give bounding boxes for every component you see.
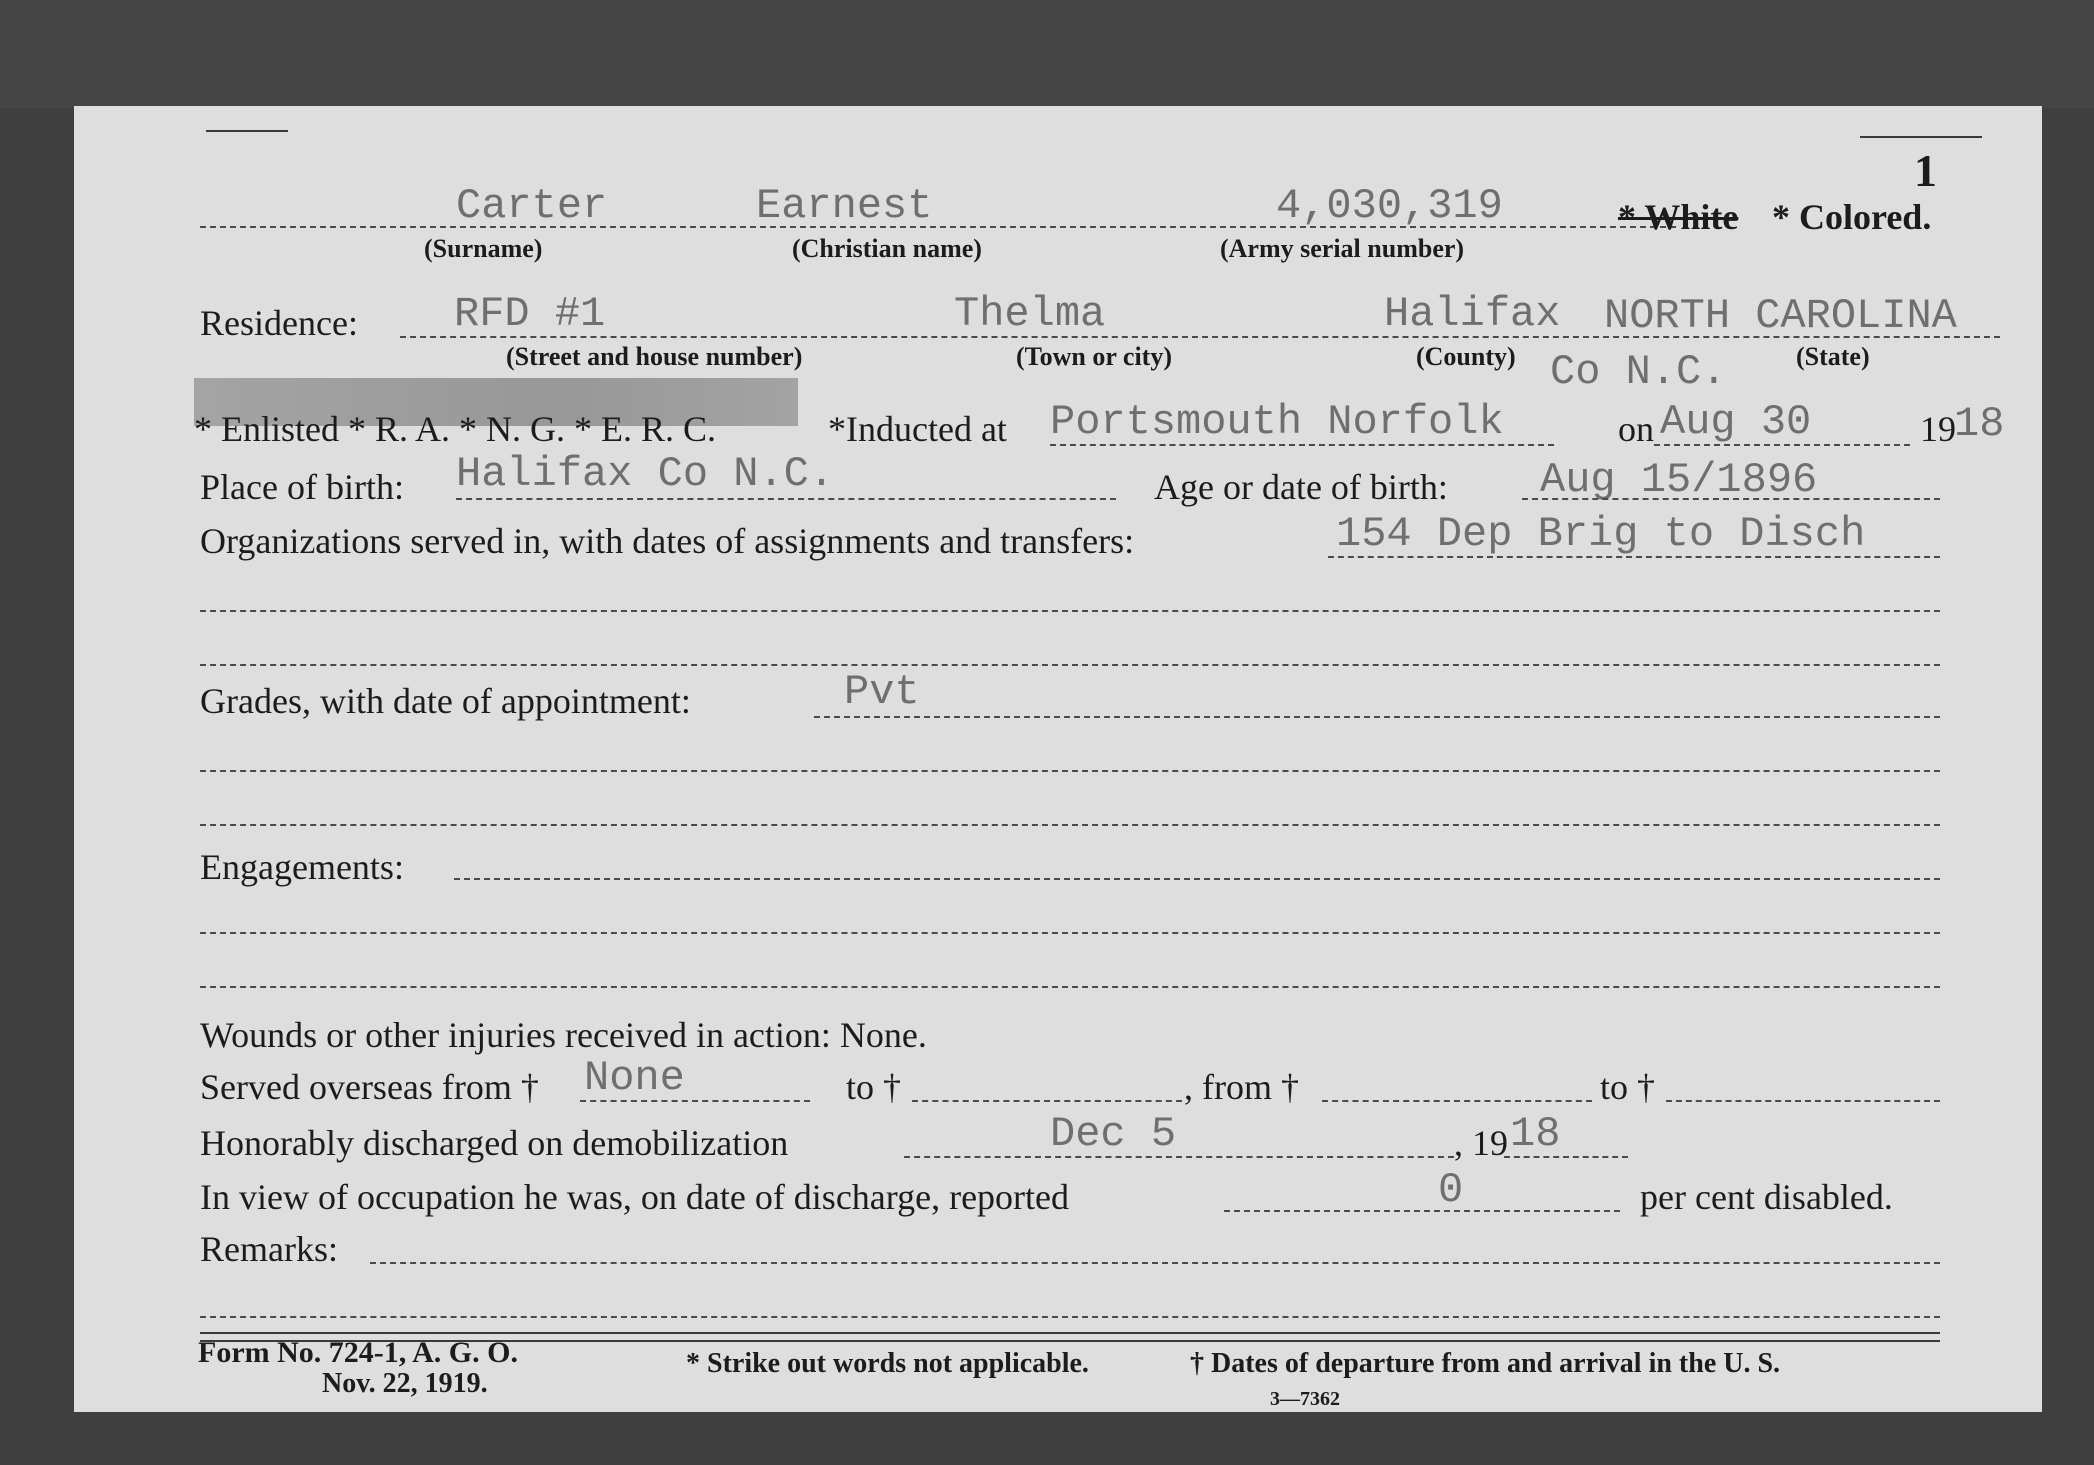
race-white: * White <box>1618 197 1739 237</box>
page-number: 1 <box>1914 145 1937 196</box>
place-of-birth-value: Halifax Co N.C. <box>456 450 835 498</box>
race-colored: * Colored. <box>1772 197 1932 237</box>
occupation-label: In view of occupation he was, on date of discharge, reported <box>200 1177 1070 1217</box>
inducted-at-value: Portsmouth Norfolk <box>1050 398 1504 446</box>
overseas-from2-label: , from † <box>1184 1067 1299 1107</box>
serial-number-value: 4,030,319 <box>1276 182 1503 230</box>
organizations-line-3 <box>200 664 1940 666</box>
street-value: RFD #1 <box>454 290 606 338</box>
state-value: NORTH CAROLINA <box>1604 292 1957 340</box>
engagements-line-3 <box>200 986 1940 988</box>
discharge-year-value: 18 <box>1510 1110 1561 1158</box>
engagements-line-2 <box>200 932 1940 934</box>
engagements-line-1 <box>454 878 1940 880</box>
age-label: Age or date of birth: <box>1154 467 1448 507</box>
overseas-from2-line <box>1322 1100 1592 1102</box>
place-of-birth-label: Place of birth: <box>200 467 404 507</box>
grades-label: Grades, with date of appointment: <box>200 681 691 721</box>
residence-line <box>400 336 2000 338</box>
street-caption: (Street and house number) <box>506 342 803 371</box>
inducted-at-label: *Inducted at <box>828 409 1007 449</box>
organizations-value: 154 Dep Brig to Disch <box>1336 510 1866 558</box>
year-prefix: 19 <box>1920 409 1956 449</box>
surname-value: Carter <box>456 182 608 230</box>
discharge-date-value: Dec 5 <box>1050 1110 1177 1158</box>
remarks-line-2 <box>200 1316 1940 1318</box>
overseas-from-value: None <box>584 1054 685 1102</box>
overseas-to-label: to † <box>846 1067 902 1107</box>
overseas-from-line <box>580 1100 810 1102</box>
inducted-date-line <box>1654 444 1910 446</box>
christian-name-value: Earnest <box>756 182 933 230</box>
discharge-year-prefix: , 19 <box>1454 1123 1508 1163</box>
remarks-label: Remarks: <box>200 1229 338 1269</box>
town-caption: (Town or city) <box>1016 342 1172 371</box>
town-value: Thelma <box>954 290 1106 338</box>
form-date: Nov. 22, 1919. <box>322 1368 488 1399</box>
county-caption: (County) <box>1416 342 1516 371</box>
wounds-label: Wounds or other injuries received in action: None. <box>200 1015 927 1055</box>
organizations-line-1 <box>1328 556 1940 558</box>
corner-mark <box>206 130 288 132</box>
disabled-percent-line <box>1224 1210 1620 1212</box>
enlisted-label: * Enlisted * R. A. * N. G. * E. R. C. <box>194 409 717 449</box>
disabled-percent-value: 0 <box>1438 1166 1464 1214</box>
inducted-year-value: 18 <box>1954 400 2005 448</box>
discharge-date-line <box>904 1156 1454 1158</box>
scanner-background <box>0 0 2094 108</box>
discharge-year-line <box>1504 1156 1628 1158</box>
grade-value: Pvt <box>844 668 920 716</box>
dates-note: † Dates of departure from and arrival in the U. S. <box>1190 1348 1781 1379</box>
serial-caption: (Army serial number) <box>1220 234 1465 263</box>
form-number: Form No. 724-1, A. G. O. <box>198 1336 518 1369</box>
strike-note: * Strike out words not applicable. <box>686 1348 1089 1379</box>
grades-line-3 <box>200 824 1940 826</box>
place-of-birth-line <box>456 498 1116 500</box>
organizations-label: Organizations served in, with dates of assignments and transfers: <box>200 521 1135 561</box>
state-caption: (State) <box>1796 342 1870 371</box>
county-value: Halifax <box>1384 290 1561 338</box>
overseas-label: Served overseas from † <box>200 1067 539 1107</box>
inducted-date-value: Aug 30 <box>1660 398 1812 446</box>
residence-label: Residence: <box>200 303 358 343</box>
discharged-label: Honorably discharged on demobilization <box>200 1123 789 1163</box>
remarks-line-1 <box>370 1262 1940 1264</box>
inducted-at-line <box>1050 444 1554 446</box>
surname-caption: (Surname) <box>424 234 543 263</box>
engagements-label: Engagements: <box>200 847 404 887</box>
christian-name-caption: (Christian name) <box>792 234 982 263</box>
age-line <box>1522 498 1940 500</box>
print-code: 3—7362 <box>1270 1388 1340 1410</box>
corner-mark <box>1860 136 1982 138</box>
overseas-to-line <box>912 1100 1182 1102</box>
service-record-card <box>74 106 2042 1412</box>
overseas-to2-line <box>1666 1100 1940 1102</box>
grades-line-1 <box>814 716 1940 718</box>
overseas-to2-label: to † <box>1600 1067 1656 1107</box>
footer-rule <box>200 1332 1940 1334</box>
county-extra-value: Co N.C. <box>1550 348 1727 396</box>
per-cent-label: per cent disabled. <box>1640 1177 1893 1217</box>
name-line <box>200 226 1676 228</box>
date-of-birth-value: Aug 15/1896 <box>1540 456 1818 504</box>
grades-line-2 <box>200 770 1940 772</box>
organizations-line-2 <box>200 610 1940 612</box>
on-label: on <box>1618 409 1654 449</box>
